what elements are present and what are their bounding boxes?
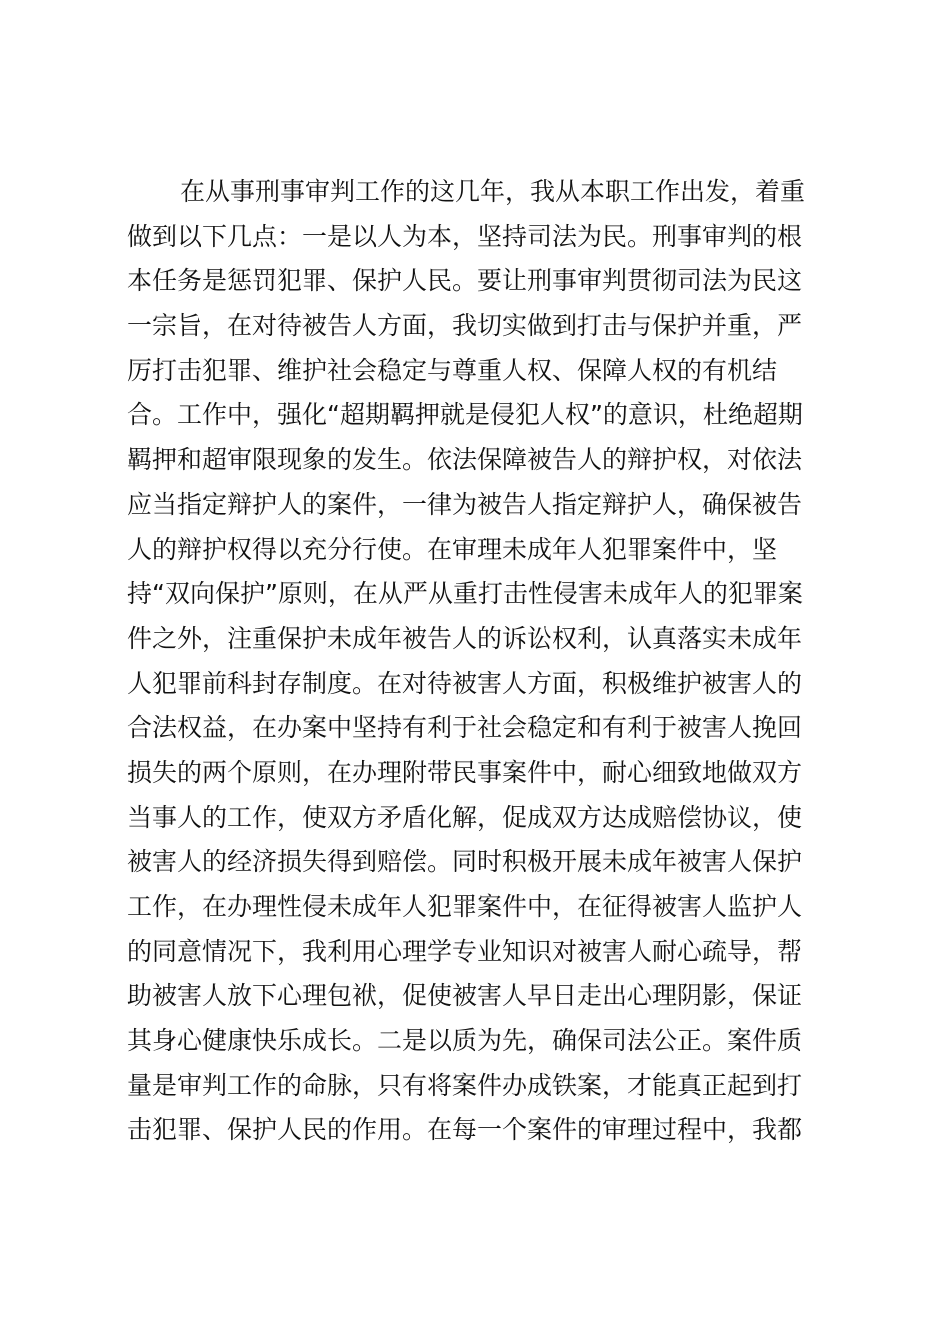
paragraph-line: 人的辩护权得以充分行使。在审理未成年人犯罪案件中，坚: [127, 534, 778, 564]
paragraph-line: 本任务是惩罚犯罪、保护人民。要让刑事审判贯彻司法为民这: [127, 266, 803, 296]
paragraph-line: 人犯罪前科封存制度。在对待被害人方面，积极维护被害人的: [127, 668, 803, 698]
paragraph-line: 击犯罪、保护人民的作用。在每一个案件的审理过程中，我都: [127, 1115, 803, 1145]
paragraph-line: 做到以下几点：一是以人为本，坚持司法为民。刑事审判的根: [127, 221, 803, 251]
paragraph-line: 在从事刑事审判工作的这几年，我从本职工作出发，着重: [180, 177, 806, 206]
paragraph-line: 的同意情况下，我利用心理学专业知识对被害人耐心疏导，帮: [127, 936, 803, 966]
paragraph-line: 损失的两个原则，在办理附带民事案件中，耐心细致地做双方: [127, 757, 803, 787]
paragraph-line: 件之外，注重保护未成年被告人的诉讼权利，认真落实未成年: [127, 623, 803, 653]
paragraph-line: 厉打击犯罪、维护社会稳定与尊重人权、保障人权的有机结: [127, 355, 778, 385]
body-paragraph: [127, 170, 827, 1153]
paragraph-line: 合法权益，在办案中坚持有利于社会稳定和有利于被害人挽回: [127, 713, 803, 743]
paragraph-line: 当事人的工作，使双方矛盾化解，促成双方达成赔偿协议，使: [127, 802, 803, 832]
paragraph-line: 助被害人放下心理包袱，促使被害人早日走出心理阴影，保证: [127, 981, 803, 1011]
paragraph-line: 量是审判工作的命脉，只有将案件办成铁案，才能真正起到打: [127, 1070, 803, 1100]
paragraph-line: 羁押和超审限现象的发生。依法保障被告人的辩护权，对依法: [127, 445, 803, 475]
paragraph-line: 被害人的经济损失得到赔偿。同时积极开展未成年被害人保护: [127, 847, 803, 877]
paragraph-line: 工作，在办理性侵未成年人犯罪案件中，在征得被害人监护人: [127, 892, 803, 921]
paragraph-line: 一宗旨，在对待被告人方面，我切实做到打击与保护并重，严: [127, 311, 803, 341]
paragraph-line: 持“双向保护”原则，在从严从重打击性侵害未成年人的犯罪案: [127, 579, 803, 609]
paragraph-line: 其身心健康快乐成长。二是以质为先，确保司法公正。案件质: [127, 1026, 803, 1056]
paragraph-line: 应当指定辩护人的案件，一律为被告人指定辩护人，确保被告: [127, 489, 803, 519]
paragraph-line: 合。工作中，强化“超期羁押就是侵犯人权”的意识，杜绝超期: [127, 400, 803, 430]
